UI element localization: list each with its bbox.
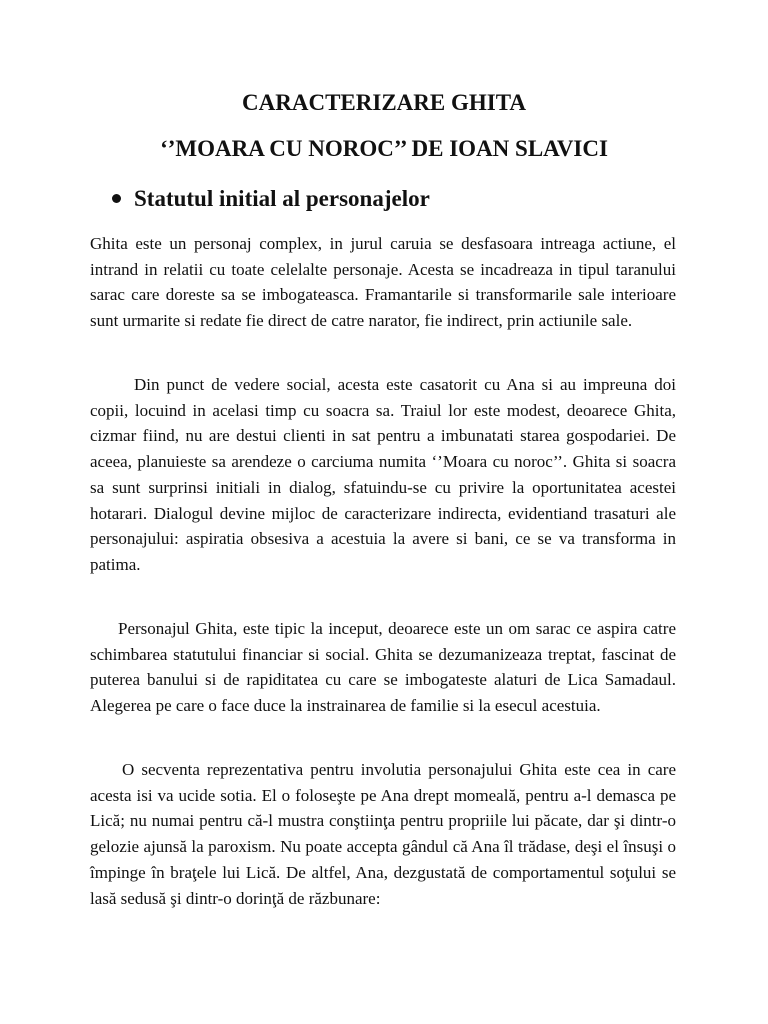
paragraph-1: Ghita este un personaj complex, in jurul caruia se desfasoara intreaga actiune, el intrand in relatii cu toate celelalte personaje. Acesta se incadreaza in tipul taranului sarac care doreste sa se imbogateasca. Framantarile si transformarile sale interioare sunt urmarite si redate fie direct de catre narator, fie indirect, prin actiunile sale. xyxy=(90,234,676,331)
section-heading-text: Statutul initial al personajelor xyxy=(134,186,430,211)
paragraph-2: Din punct de vedere social, acesta este casatorit cu Ana si au impreuna doi copii, locuind in acelasi timp cu soacra sa. Traiul lor este modest, deoarece Ghita, cizmar fiind, nu are destui clienti in sat pentru a imbunatati starea gospodariei. De aceea, planuieste sa arendeze o carciuma numita ‘’Moara cu noroc’’. Ghita si soacra sa sunt surprinsi initiali in dialog, sfatuindu-se cu privire la oportunitatea acestei hotarari. Dialogul devine mijloc de caracterizare indirecta, evidentiand trasaturi ale personajului: aspiratia obsesiva a acestuia la avere si bani, ce se va transforma in patima. xyxy=(90,375,676,574)
document-subtitle: ‘’MOARA CU NOROC’’ DE IOAN SLAVICI xyxy=(160,136,608,161)
paragraph-3: Personajul Ghita, este tipic la inceput, deoarece este un om sarac ce aspira catre schimbarea statutului financiar si social. Ghita se dezumanizeaza treptat, fascinat de puterea banului si de rapiditatea cu care se imbogateste alaturi de Lica Samadaul. Alegerea pe care o face duce la instrainarea de familie si la esecul acestuia. xyxy=(90,619,676,716)
section-heading xyxy=(112,184,430,214)
document-title: CARACTERIZARE GHITA xyxy=(242,90,526,115)
paragraph-4: O secventa reprezentativa pentru involutia personajului Ghita este cea in care acesta isi va ucide sotia. El o foloseşte pe Ana drept momeală, pentru a-l demasca pe Lică; nu numai pentru că-l mustra conştiinţa pentru propriile lui păcate, dar şi dintr-o gelozie ajunsă la paroxism. Nu poate accepta gândul că Ana îl trădase, deşi el însuşi o împinge în braţele lui Lică. De altfel, Ana, dezgustată de comportamentul soţului se lasă sedusă şi dintr-o dorinţă de răzbunare: xyxy=(90,760,676,908)
bullet-icon xyxy=(112,194,121,203)
